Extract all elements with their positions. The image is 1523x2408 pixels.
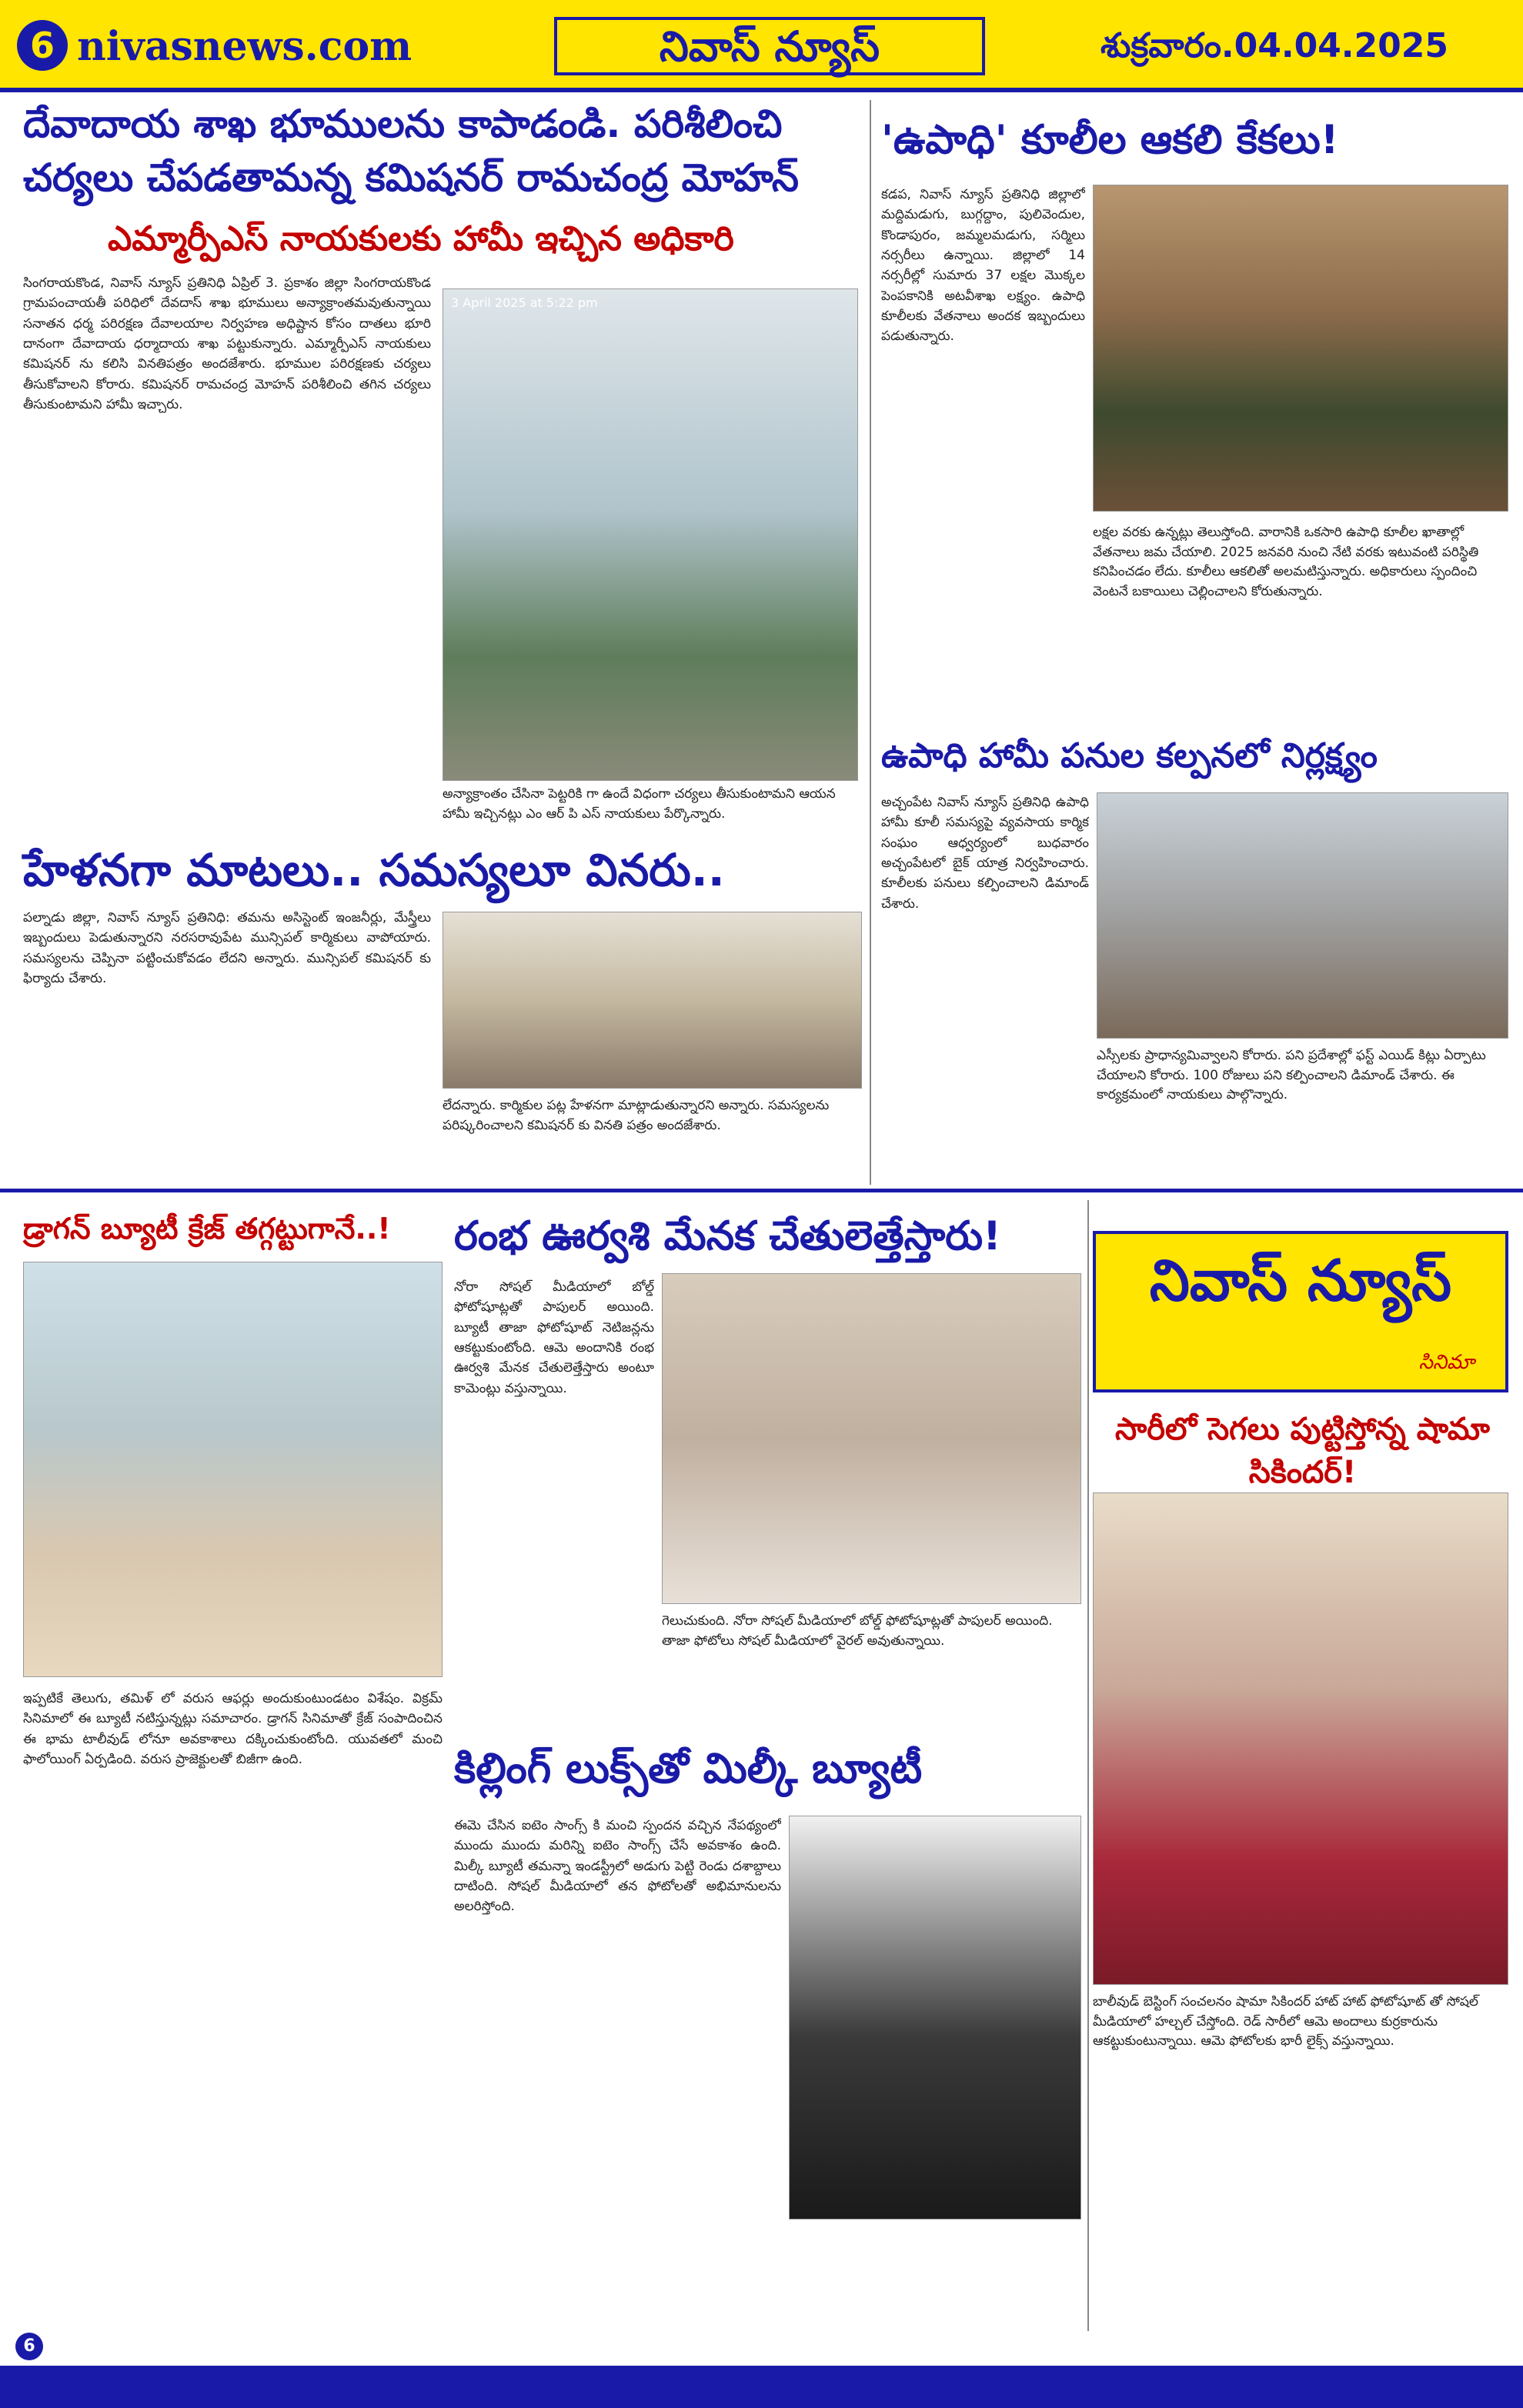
story7-headline: కిల్లింగ్ లుక్స్‌తో మిల్కీ బ్యూటీ [454, 1744, 923, 1793]
photo-timestamp: 3 April 2025 at 5:22 pm [451, 295, 598, 310]
story4-body: పల్నాడు జిల్లా, నివాస్ న్యూస్ ప్రతినిధి: తమను అసిస్టెంట్ ఇంజనీర్లు, మేస్త్రీలు ఇబ్బందులు పెడుతున్నారని నరసరావుపేట మున్సిపల్ కార్మికులు వాపోయారు. సమస్యలను చెప్పినా పట్టించుకోవడం లేదని అన్నారు. మున్సిపల్ కమిషనర్ కు ఫిర్యాదు చేశారు. [23, 910, 431, 987]
column-rule [870, 100, 871, 1185]
story2-photo [1093, 185, 1508, 512]
footer-page-number: 6 [15, 2333, 43, 2360]
story1-headline-2: చర్యలు చేపడతామన్న కమిషనర్ రామచంద్ర మోహన్ [23, 155, 800, 200]
cinema-banner-title: నివాస్ న్యూస్ [1149, 1248, 1452, 1314]
story8-photo [1093, 1492, 1508, 1985]
story3-body: అచ్చంపేట నివాస్ న్యూస్ ప్రతినిధి ఉపాధి హామీ కూలీ సమస్యపై వ్యవసాయ కార్మిక సంఘం ఆధ్వర్యంలో బుధవారం అచ్చంపేటలో బైక్ యాత్ర నిర్వహించారు. కూలీలకు పనులు కల్పించాలని డిమాండ్ చేశారు. [881, 795, 1089, 912]
cinema-banner [1093, 1231, 1508, 1392]
story6-caption: గెలుచుకుంది. నోరా సోషల్ మీడియాలో బోల్డ్ ఫోటోషూట్లతో పాపులర్ అయింది. తాజా ఫోటోలు సోషల్ మీడియాలో వైరల్ అవుతున్నాయి. [662, 1613, 1053, 1649]
story3-headline: ఉపాధి హామీ పనుల కల్పనలో నిర్లక్ష్యం [881, 736, 1378, 775]
story5-headline: డ్రాగన్ బ్యూటీ క్రేజ్ తగ్గట్టుగానే..! [23, 1212, 391, 1246]
story5-body: ఇప్పటికే తెలుగు, తమిళ్ లో వరుస ఆఫర్లు అందుకుంటుండటం విశేషం. విక్రమ్ సినిమాలో ఈ బ్యూటీ నటిస్తున్నట్లు సమాచారం. డ్రాగన్ సినిమాతో క్రేజ్ సంపాదించిన ఈ భామ టాలీవుడ్ లోనూ అవకాశాలు దక్కించుకుంటోంది. యువతలో మంచి ఫాలోయింగ్ ఏర్పడింది. వరుస ప్రాజెక్టులతో బిజీగా ఉంది. [23, 1691, 443, 1768]
footer-bar [0, 2366, 1523, 2408]
site-url[interactable]: nivasnews.com [77, 23, 412, 70]
brand-logo: నివాస్ న్యూస్ [554, 17, 985, 75]
story1-headline-1: దేవాదాయ శాఖ భూములను కాపాడండి. పరిశీలించి [23, 102, 783, 146]
story1-subheadline: ఎమ్మార్పీఎస్ నాయకులకు హామీ ఇచ్చిన అధికారి [108, 219, 734, 258]
story8-headline: సారీలో సెగలు పుట్టిస్తోన్న షామా సికిందర్! [1115, 1412, 1490, 1490]
story4-caption: లేదన్నారు. కార్మికుల పట్ల హేళనగా మాట్లాడుతున్నారని అన్నారు. సమస్యలను పరిష్కరించాలని కమిషనర్ కు వినతి పత్రం అందజేశారు. [443, 1098, 830, 1133]
date-line: శుక్రవారం.04.04.2025 [1101, 26, 1448, 65]
story6-headline: రంభ ఊర్వశి మేనక చేతులెత్తేస్తారు! [454, 1213, 1001, 1259]
story7-body: ఈమె చేసిన ఐటెం సాంగ్స్ కి మంచి స్పందన వచ్చిన నేపథ్యంలో ముందు ముందు మరిన్ని ఐటెం సాంగ్స్ చేసే అవకాశం ఉంది. మిల్కీ బ్యూటీ తమన్నా ఇండస్ట్రీలో అడుగు పెట్టి రెండు దశాబ్దాలు దాటింది. సోషల్ మీడియాలో తన ఫోటోలతో అభిమానులను అలరిస్తోంది. [454, 1818, 781, 1915]
story1-photo [443, 288, 858, 781]
story5-photo [23, 1262, 443, 1677]
story2-headline: 'ఉపాధి' కూలీల ఆకలి కేకలు! [881, 117, 1339, 163]
story6-photo [662, 1273, 1081, 1604]
story8-caption: బాలీవుడ్ బెస్టింగ్ సంచలనం షామా సికిందర్ హాట్ హాట్ ఫోటోషూట్ తో సోషల్ మీడియాలో హల్చల్ చేస్తోంది. రెడ్ సారీలో ఆమె అందాలు కుర్రకారును ఆకట్టుకుంటున్నాయి. ఆమె ఫోటోలకు భారీ లైక్స్ వస్తున్నాయి. [1093, 1994, 1478, 2049]
story4-photo [443, 912, 862, 1089]
story3-photo [1097, 792, 1508, 1039]
story4-headline: హేళనగా మాటలు.. సమస్యలూ వినరు.. [23, 844, 725, 896]
story2-body: కడప, నివాస్ న్యూస్ ప్రతినిధి జిల్లాలో మద్దిమడుగు, బుగ్గద్దాం, పులివెందుల, కొండాపురం, జమ్మలమడుగు, సర్మిలు నర్సరీలు ఉన్నాయి. జిల్లాలో 14 నర్సరీల్లో సుమారు 37 లక్షల మొక్కల పెంపకానికి అటవీశాఖ లక్ష్యం. ఉపాధి కూలీలకు వేతనాలు అందక ఇబ్బందులు పడుతున్నారు. [881, 187, 1085, 345]
column-rule [1087, 1200, 1089, 2331]
section-divider [0, 1189, 1523, 1192]
story1-caption: అన్యాక్రాంతం చేసినా పెట్టరికి గా ఉందే విధంగా చర్యలు తీసుకుంటామని ఆయన హామీ ఇచ్చినట్లు ఎం ఆర్ పి ఎస్ నాయకులు పేర్కొన్నారు. [443, 786, 836, 822]
story1-body: సింగరాయకొండ, నివాస్ న్యూస్ ప్రతినిధి ఏప్రిల్ 3. ప్రకాశం జిల్లా సింగరాయకొండ గ్రామపంచాయతీ పరిధిలో దేవదాస్ శాఖ భూములు అన్యాక్రాంతమవుతున్నాయి సనాతన ధర్మ పరిరక్షణ దేవాలయాల నిర్వహణ అధిష్టాన కోసం దాతలు భూరి దానంగా దేవాదాయ ధర్మాదాయ శాఖ పట్టుకున్నారు. ఎమ్మార్పీఎస్ నాయకులు కమిషనర్ ను కలిసి వినతిపత్రం అందజేశారు. భూముల పరిరక్షణకు చర్యలు తీసుకోవాలని కోరారు. కమిషనర్ రామచంద్ర మోహన్ పరిశీలించి తగిన చర్యలు తీసుకుంటామని హామీ ఇచ్చారు. [23, 275, 431, 413]
story6-body: నోరా సోషల్ మీడియాలో బోల్డ్ ఫోటోషూట్లతో పాపులర్ అయింది. బ్యూటీ తాజా ఫోటోషూట్ నెటిజన్లను ఆకట్టుకుంటోంది. ఆమె అందానికి రంభ ఊర్వశి మేనక చేతులెత్తేస్తారు అంటూ కామెంట్లు వస్తున్నాయి. [454, 1279, 654, 1396]
story3-caption: ఎస్సీలకు ప్రాధాన్యమివ్వాలని కోరారు. పని ప్రదేశాల్లో ఫస్ట్ ఎయిడ్ కిట్లు ఏర్పాటు చేయాలని కోరారు. 100 రోజులు పని కల్పించాలని డిమాండ్ చేశారు. ఈ కార్యక్రమంలో నాయకులు పాల్గొన్నారు. [1097, 1048, 1486, 1102]
page-number: 6 [17, 20, 68, 71]
story2-caption: లక్షల వరకు ఉన్నట్లు తెలుస్తోంది. వారానికి ఒకసారి ఉపాధి కూలీల ఖాతాల్లో వేతనాలు జమ చేయాలి. 2025 జనవరి నుంచి నేటి వరకు ఇటువంటి పరిస్థితి కనిపించడం లేదు. కూలీలు ఆకలితో అలమటిస్తున్నారు. అధికారులు స్పందించి వెంటనే బకాయిలు చెల్లించాలని కోరుతున్నారు. [1093, 525, 1479, 599]
cinema-banner-sub: సినిమా [1418, 1351, 1475, 1374]
story7-photo [789, 1816, 1081, 2220]
